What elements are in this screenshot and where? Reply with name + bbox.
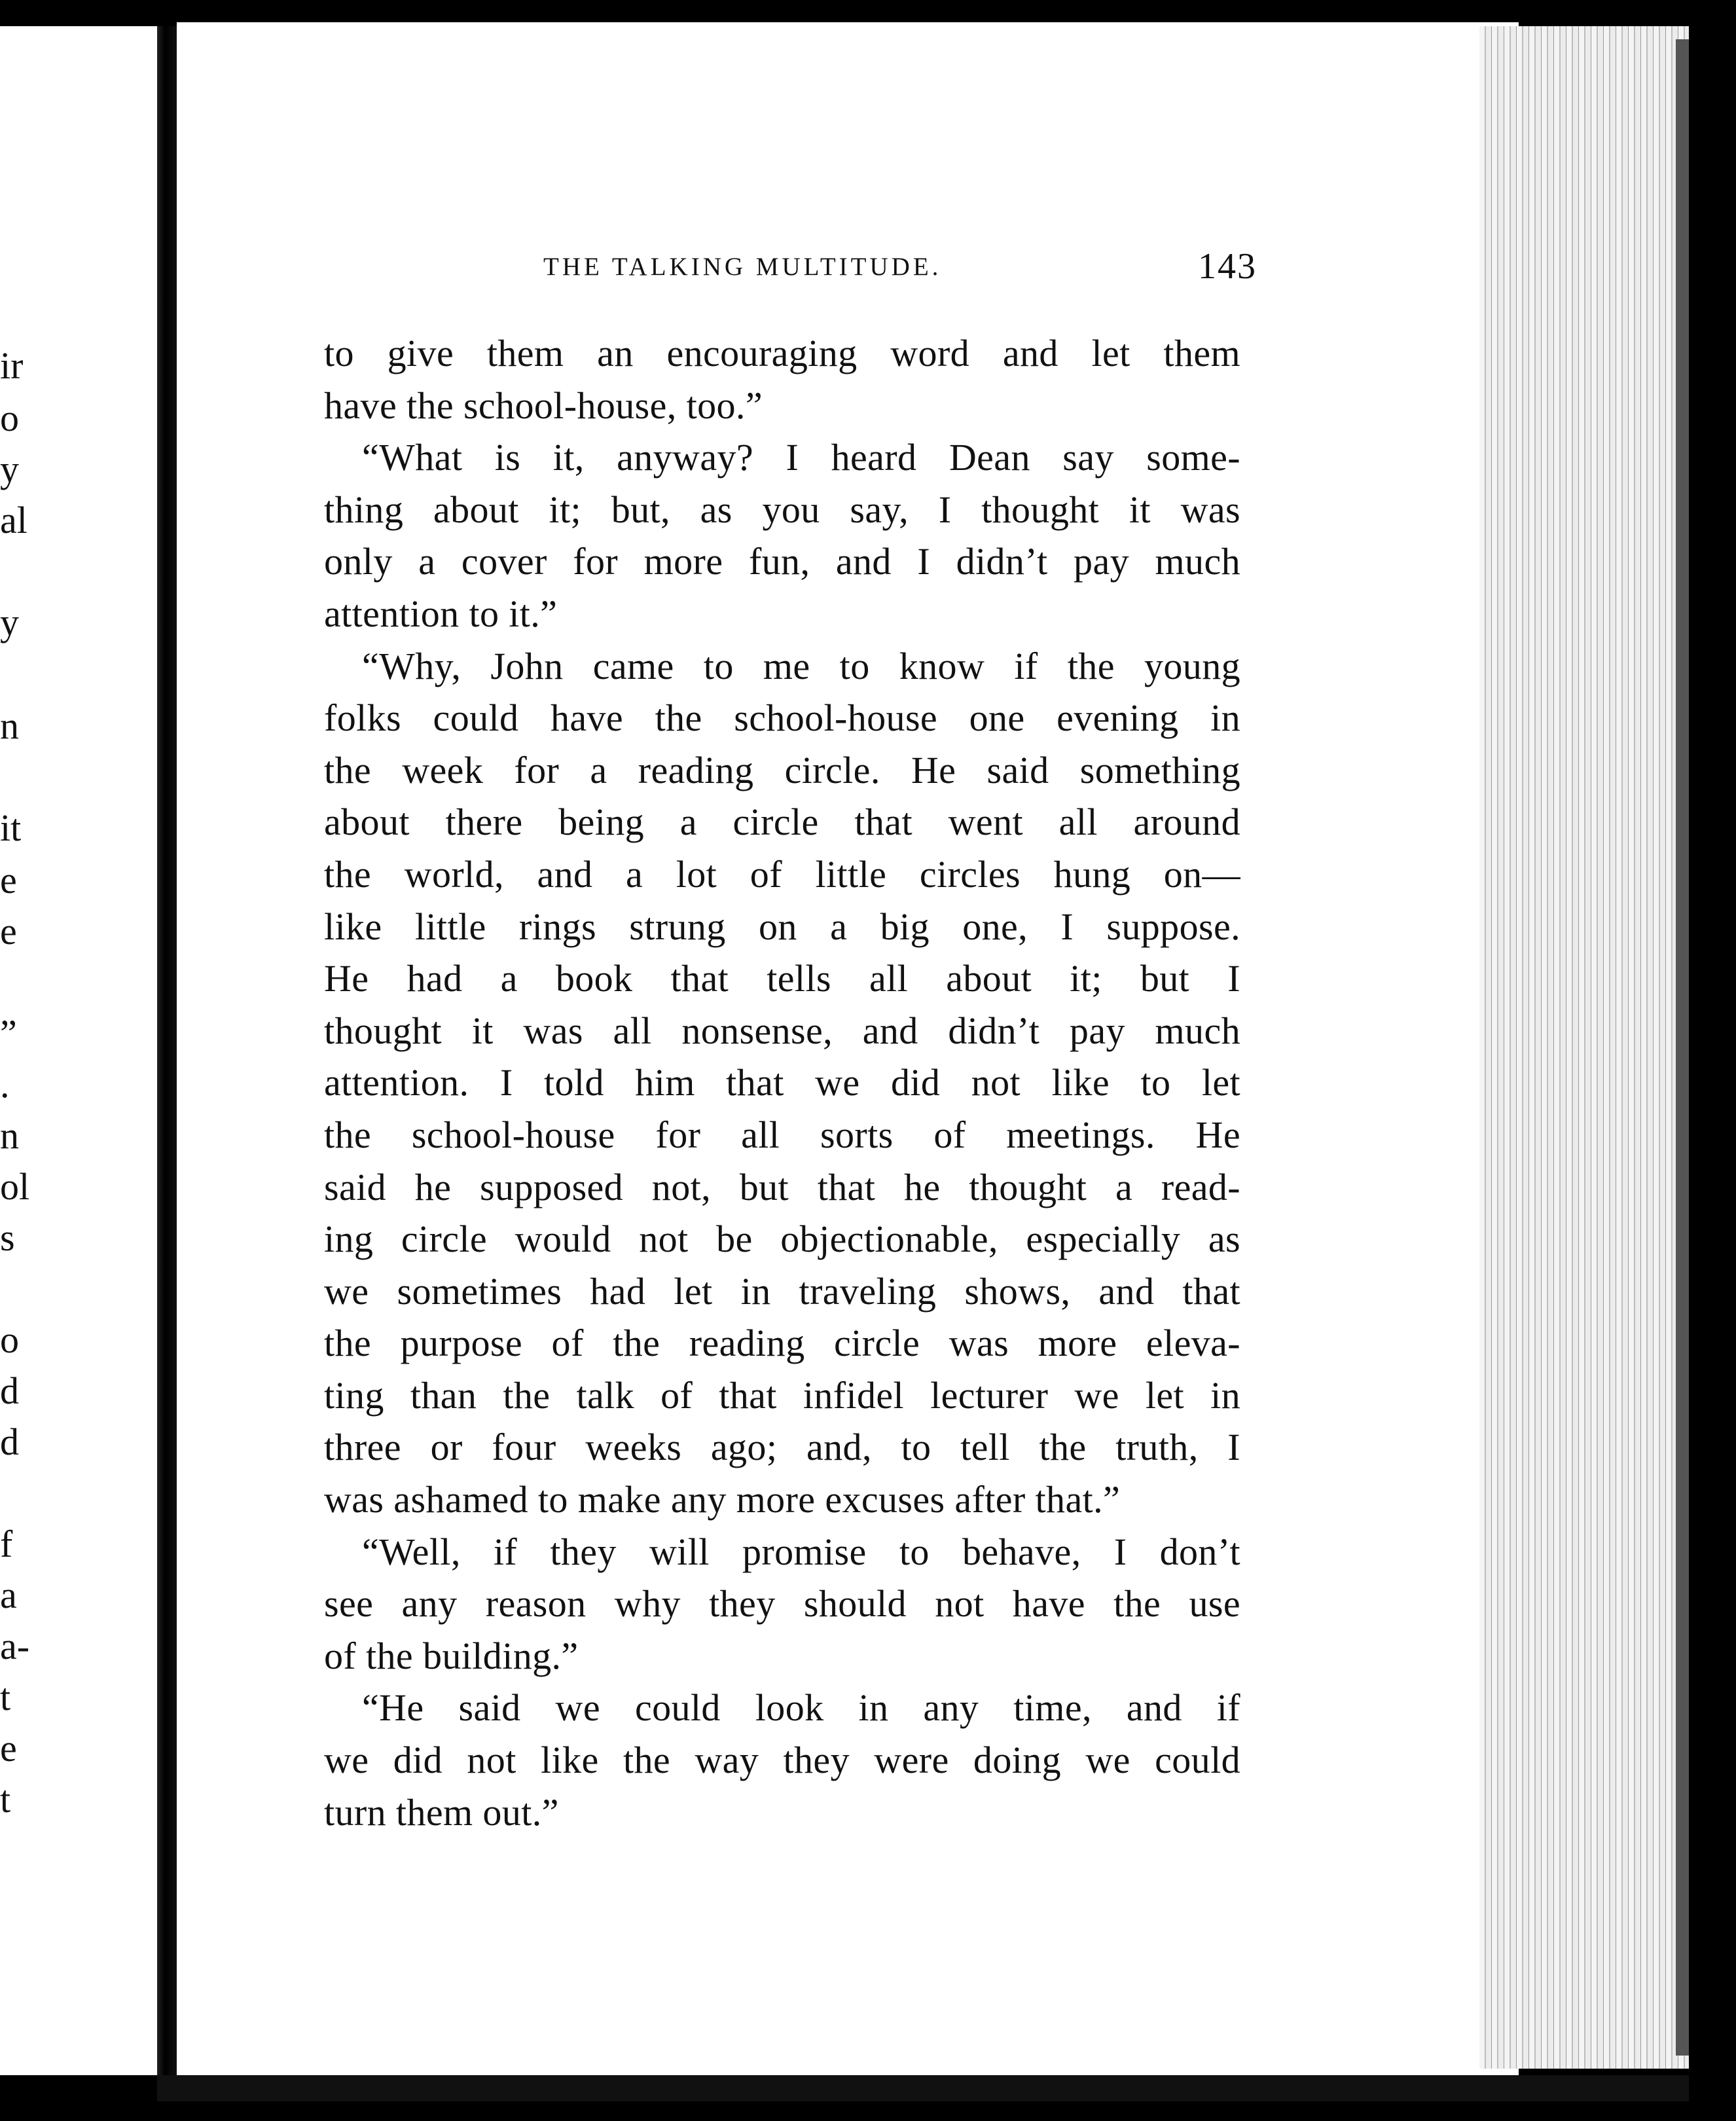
fragment: e — [0, 859, 17, 901]
text-line: the world, and a lot of little circles hung on— — [324, 852, 1240, 896]
fragment: it — [0, 807, 22, 849]
text-line: thought it was all nonsense, and didn’t pay much — [324, 1009, 1240, 1052]
running-head — [367, 245, 1257, 291]
text-line: we did not like the way they were doing we could — [324, 1739, 1240, 1782]
page-edges — [1479, 26, 1689, 2069]
fragment: s — [0, 1216, 15, 1259]
page-number: 143 — [1198, 246, 1257, 287]
text-line: said he supposed not, but that he thought a read- — [324, 1165, 1240, 1208]
text-line: turn them out.” — [324, 1790, 559, 1834]
text-line: “Why, John came to me to know if the young — [362, 644, 1240, 687]
fragment: e — [0, 910, 17, 952]
text-line: He had a book that tells all about it; but I — [324, 957, 1240, 1000]
text-line: about there being a circle that went all around — [324, 801, 1240, 844]
previous-page-text-fragments — [0, 26, 157, 2075]
previous-page-fragment — [0, 26, 157, 2075]
text-line: ing circle would not be objectionable, especially as — [324, 1218, 1240, 1261]
fragment: f — [0, 1523, 13, 1565]
fragment: ir — [0, 344, 24, 387]
fragment: y — [0, 601, 19, 644]
text-line: we sometimes had let in traveling shows, and that — [324, 1269, 1240, 1313]
book-gutter — [157, 26, 177, 2095]
text-line: to give them an encouraging word and let them — [324, 332, 1240, 374]
cover-edge — [1676, 39, 1689, 2056]
fragment: n — [0, 1114, 19, 1157]
text-line: ting than the talk of that infidel lecturer we let in — [324, 1373, 1240, 1417]
fragment: ” — [0, 1012, 17, 1055]
text-line: folks could have the school-house one evening in — [324, 697, 1240, 740]
text-line: thing about it; but, as you say, I thought it was — [324, 488, 1240, 531]
fragment: d — [0, 1421, 19, 1463]
text-line: have the school-house, too.” — [324, 384, 763, 427]
fragment: . — [0, 1063, 10, 1106]
fragment: t — [0, 1778, 11, 1821]
fragment: o — [0, 397, 19, 439]
fragment: al — [0, 499, 27, 541]
fragment: a- — [0, 1625, 30, 1667]
fragment: n — [0, 704, 19, 747]
text-line: was ashamed to make any more excuses after that.” — [324, 1478, 1121, 1521]
text-line: attention. I told him that we did not like to let — [324, 1061, 1240, 1104]
text-line: see any reason why they should not have the use — [324, 1582, 1240, 1625]
text-line: the purpose of the reading circle was more eleva- — [324, 1322, 1240, 1365]
text-line: the school-house for all sorts of meetings. He — [324, 1113, 1240, 1156]
body-text — [324, 327, 1240, 1838]
fragment: y — [0, 448, 19, 490]
text-line: the week for a reading circle. He said something — [324, 748, 1240, 791]
text-line: attention to it.” — [324, 592, 558, 635]
fragment: ol — [0, 1165, 30, 1208]
text-line: “What is it, anyway? I heard Dean say some- — [362, 436, 1240, 479]
text-line: three or four weeks ago; and, to tell the truth, I — [324, 1426, 1240, 1469]
fragment: a — [0, 1574, 17, 1616]
fragment: e — [0, 1727, 17, 1769]
text-line: only a cover for more fun, and I didn’t pay much — [324, 540, 1240, 583]
text-line: “He said we could look in any time, and if — [362, 1686, 1240, 1730]
fragment: d — [0, 1369, 19, 1412]
text-line: like little rings strung on a big one, I suppose. — [324, 905, 1240, 948]
fragment: o — [0, 1318, 19, 1361]
bottom-edge — [157, 2075, 1689, 2101]
fragment: t — [0, 1676, 11, 1718]
running-head-title: THE TALKING MULTITUDE. — [543, 253, 942, 281]
text-line: “Well, if they will promise to behave, I don’t — [362, 1530, 1240, 1573]
text-line: of the building.” — [324, 1634, 579, 1677]
